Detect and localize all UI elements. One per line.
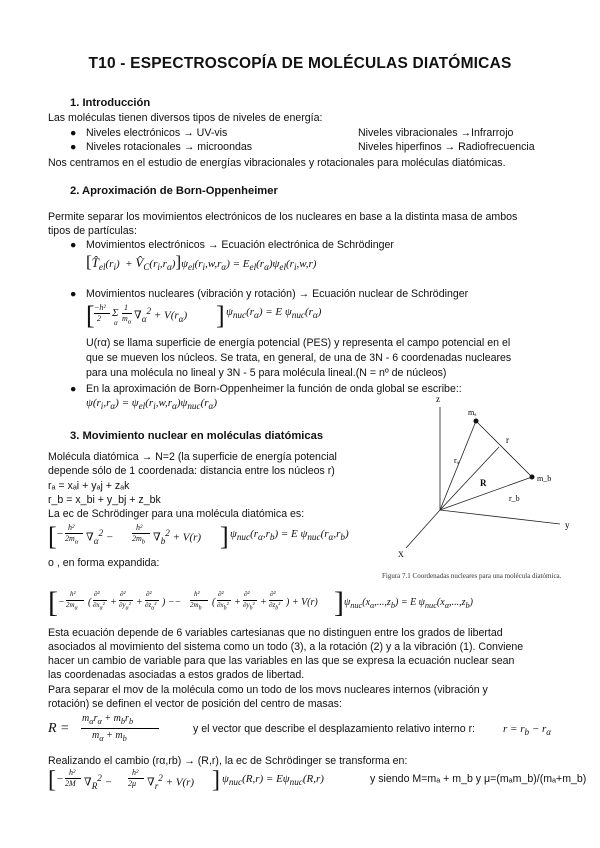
bullet-icon: ● [70, 383, 77, 395]
label-z: z [436, 394, 440, 404]
s2-b1: Movimientos electrónicos → Ecuación electrónica de Schrödinger [86, 239, 394, 251]
figure-caption: Figura 7.1 Coordenadas nucleares para una molécula diatómica. [382, 572, 562, 580]
bullet-icon: ● [70, 141, 77, 153]
s3-ra: rₐ = xₐi + yₐj + zₐk [48, 480, 130, 492]
equation-electronic: [$T̂_{el}(r_i)$ + $V̂_C(r_i,r_\alpha)]\psi_{el}(r_i,w,r_\alpha) = E_{el}(r_\alpha)\psi_{el}(r_i,w,r)$ [86, 252, 317, 273]
bullet-icon: ● [70, 127, 77, 139]
s3-p2: depende sólo de 1 coordenada: distancia entre los núcleos r) [48, 465, 335, 477]
label-mb: m_b [537, 474, 552, 483]
s2-u2: que se mueven los núcleos. Se trata, en general, de una de 3N - 6 coordenadas nucleares [86, 352, 512, 364]
s1-intro: Las moléculas tienen diversos tipos de niveles de energía: [48, 112, 323, 124]
s2-b2: Movimientos nucleares (vibración y rotación) → Ecuación nuclear de Schrödinger [86, 288, 469, 300]
equation-expanded: [ − h² $2m_\alpha$ ( ∂² $\partial x_\alpha^2$ + ∂² $\partial y_\alpha^2$ + ∂² $\partial z_\alpha^2$ ) −− h² $2m_b$ ( ∂² $\partial x_b^2$ + ∂² $\partial y_b^2$ + ∂² $\partial z_b^2$ ) + V(r) ] $\psi_{nuc}(x_\alpha,...,z_b) = E$ $\psi_{nuc}(x_\alpha,...,z_b)$ [48, 586, 473, 619]
section-3-heading: 3. Movimiento nuclear en moléculas diatómicas [70, 430, 324, 442]
equation-transformed: [ − h² 2M $\nabla_R^2$ − h² 2μ $\nabla_r^2 + V(r)$ ] $\psi_{nuc}(R,r) = E\psi_{nuc}(R,r)$ y siendo M=mₐ + m_b y μ=(mₐm_b)/(mₐ+m_b) [48, 767, 587, 793]
s2-b3: En la aproximación de Born-Oppenheimer la función de onda global se escribe:: [86, 383, 462, 395]
label-x: X [398, 550, 404, 559]
s3-j1: Esta ecuación depende de 6 variables cartesianas que no distinguen entre los grados de libertad [48, 627, 503, 639]
label-R: R [480, 478, 487, 488]
label-y: y [565, 520, 570, 530]
section-1-heading: 1. Introducción [70, 97, 151, 109]
equation-center-of-mass: R = $m_\alpha r_\alpha + m_br_b$ $m_\alpha + m_b$ y el vector que describe el desplazamiento relativo interno r: $r = r_b - r_\alpha$ [48, 713, 552, 743]
coordinate-figure [380, 385, 590, 575]
bullet-icon: ● [70, 288, 77, 300]
s3-j2: asociados al movimiento del sistema como un todo (3), a la rotación (2) y a la vibración (1). Conviene [48, 641, 524, 653]
s2-u1: U(rα) se llama superficie de energía potencial (PES) y representa el campo potencial en el [86, 337, 511, 349]
s1-b1b: Niveles vibracionales →Infrarrojo [358, 127, 514, 139]
x-axis [406, 510, 440, 548]
page-title: T10 - ESPECTROSCOPÍA DE MOLÉCULAS DIATÓMICAS [88, 55, 512, 72]
s1-b1a: Niveles electrónicos → UV-vis [86, 127, 228, 139]
equation-born-oppenheimer: $\psi(r_i,r_\alpha) = \psi_{el}(r_i,w,r_\alpha)\psi_{nuc}(r_\alpha)$ [86, 397, 217, 412]
label-r: r [506, 435, 509, 445]
nucleus-a [474, 419, 479, 424]
s3-p4: o , en forma expandida: [48, 557, 160, 569]
bullet-icon: ● [70, 239, 77, 251]
s3-p5: Realizando el cambio (rα,rb) → (R,r), la ec de Schrödinger se transforma en: [48, 755, 408, 767]
nucleus-b [530, 475, 535, 480]
label-ra: rₐ [454, 456, 459, 465]
s1-b2b: Niveles hiperfinos → Radiofrecuencia [358, 141, 535, 153]
s3-k1: Para separar el mov de la molécula como un todo de los movs nucleares internos (vibración y [48, 684, 488, 696]
section-2-heading: 2. Aproximación de Born-Oppenheimer [70, 185, 278, 197]
s1-p2: Nos centramos en el estudio de energías vibracionales y rotacionales para moléculas diatómicas. [48, 157, 506, 169]
s2-u3: para una molécula no lineal y 3N - 5 para molécula lineal.(N = nº de núcleos) [86, 367, 447, 379]
vector-r [476, 421, 532, 477]
s3-p1: Molécula diatómica → N=2 (la superficie de energía potencial [48, 451, 337, 463]
s2-p1a: Permite separar los movimientos electrónicos de los nucleares en base a la distinta masa de ambos [48, 211, 518, 223]
s3-rb: r_b = x_bi + y_bj + z_bk [48, 494, 161, 506]
label-ma: mₐ [468, 408, 477, 417]
eq6b: y el vector que describe el desplazamiento relativo interno r: [193, 723, 476, 735]
s3-k2: rotación) se definen el vector de posición del centro de masas: [48, 698, 342, 710]
y-axis [440, 510, 560, 524]
eq7b: y siendo M=mₐ + m_b y μ=(mₐm_b)/(mₐ+m_b) [370, 773, 587, 785]
s3-j4: las coordenadas asociadas a estos grados de libertad. [48, 669, 305, 681]
label-rb: r_b [509, 494, 520, 503]
s3-j3: hacer un cambio de variable para que las variables en las que se expresa la ecuación nuclear sean [48, 655, 515, 667]
s3-p3: La ec de Schrödinger para una molécula diatómica es: [48, 508, 305, 520]
s2-p1b: tipos de partículas: [48, 225, 137, 237]
vector-R [440, 447, 499, 510]
s1-b2a: Niveles rotacionales → microondas [86, 141, 253, 153]
equation-diatomic: [ − h² $2m_\alpha$ $\nabla_\alpha^2$ − h² $2m_b$ $\nabla_b^2 + V(r)$ ] $\psi_{nuc}(r_\alpha,r_b) = E$ $\psi_{nuc}(r_\alpha,r_b)$ [48, 522, 349, 551]
vector-ra [440, 421, 476, 510]
